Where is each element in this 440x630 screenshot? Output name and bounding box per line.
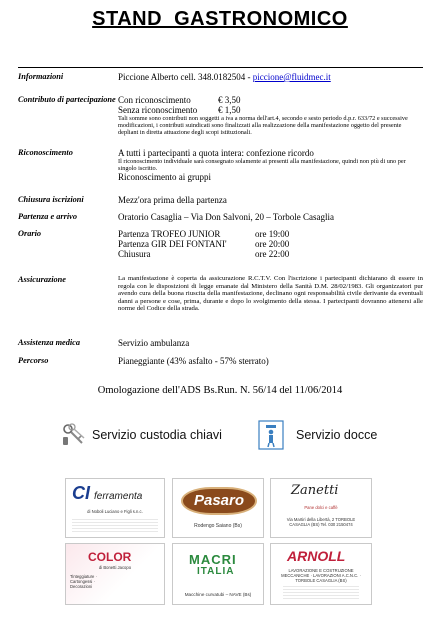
label-assicurazione: Assicurazione xyxy=(18,275,66,284)
sponsor-macri: MACRI ITALIA Macchine curvatubi – NAVE (Bs) xyxy=(172,543,264,605)
assicurazione-text: La manifestazione è coperta da assicurazione R.C.T.V. Con l'iscrizione i partecipanti dichiarano di essere in regola con le disposizioni di legge emanate dal Ministero della Sanità D.M. 28/02/1983. Gli organizzatori pur avendo cura della buona riuscita della manifestazione, declinano ogni responsabilità civile derivante da eventuali danni a persone e cose, prima, durante e dopo lo svolgimento della stessa. I partecipanti dovranno attenersi alle norme del Codice della strada. xyxy=(118,275,423,313)
section-chiusura xyxy=(18,195,423,205)
service-keys xyxy=(60,420,222,450)
label-contributo: Contributo di partecipazione xyxy=(18,95,116,104)
sponsor-color: COLOR di Bonetti Jacopo Tinteggiature · Cartongessi · Decorazioni xyxy=(65,543,165,605)
schedule-row: Chiusura ore 22:00 xyxy=(118,249,290,259)
section-assistenza xyxy=(18,338,423,348)
sponsor-pasaro: Pasaro Rodengo Saiano (Bs) xyxy=(172,478,264,538)
label-partenza: Partenza e arrivo xyxy=(18,212,77,221)
sponsor-fineprint xyxy=(72,519,158,533)
section-assicurazione xyxy=(18,275,423,313)
partenza-value: Oratorio Casaglia – Via Don Salvoni, 20 – Torbole Casaglia xyxy=(118,212,334,222)
schedule-row: Partenza GIR DEI FONTANI' ore 20:00 xyxy=(118,239,290,249)
keys-icon xyxy=(60,421,88,449)
omologazione-text: Omologazione dell'ADS Bs.Run. N. 56/14 del 11/06/2014 xyxy=(97,385,343,396)
label-chiusura: Chiusura iscrizioni xyxy=(18,195,84,204)
section-informazioni xyxy=(18,72,423,82)
schedule-row: Partenza TROFEO JUNIOR ore 19:00 xyxy=(118,229,290,239)
riconoscimento-note: Il riconoscimento individuale sarà consegnato solamente ai presenti alla manifestazione, quindi non più di uno per singolo iscritto. xyxy=(118,158,406,173)
contact-text: Piccione Alberto cell. 348.0182504 - xyxy=(118,72,251,82)
riconoscimento-line: A tutti i partecipanti a quota intera: confezione ricordo xyxy=(118,148,314,158)
sponsor-ferramenta: CI ferramenta di Noboli Luciano e Figli s.n.c. xyxy=(65,478,165,538)
section-riconoscimento xyxy=(18,148,423,182)
section-percorso xyxy=(18,356,423,366)
service-showers xyxy=(258,420,377,450)
sponsor-fineprint xyxy=(283,586,359,600)
label-percorso: Percorso xyxy=(18,356,49,365)
sponsor-arnoll: ARNOLL LAVORAZIONE E COSTRUZIONE MECCANICHE · LAVORAZIONI A.C.N.C. · TORBOLE CASAGLIA (BS) xyxy=(270,543,372,605)
riconoscimento-line: Riconoscimento ai gruppi xyxy=(118,172,211,183)
email-link[interactable]: piccione@fluidmec.it xyxy=(252,72,331,82)
label-riconoscimento: Riconoscimento xyxy=(18,148,73,157)
service-keys-label: Servizio custodia chiavi xyxy=(92,428,222,442)
label-informazioni: Informazioni xyxy=(18,72,64,81)
assistenza-value: Servizio ambulanza xyxy=(118,338,190,348)
sponsor-zanetti: Zanetti Pane dolci e caffè Via Martiri della Libertà, 2 TORBOLE CASAGLIA (BS) Tel. 030 2150474 xyxy=(270,478,372,538)
price-row: Senza riconoscimento € 1,50 xyxy=(118,105,241,115)
service-showers-label: Servizio docce xyxy=(296,428,378,442)
shower-icon xyxy=(258,420,284,450)
percorso-value: Pianeggiante (43% asfalto - 57% sterrato) xyxy=(118,356,269,366)
contributo-note: Tali somme sono contributi non soggetti a iva a norma dell'art.4, secondo e sesto periodo d.p.r. 633/72 e successive modificazioni, i contributi suindicati sono finalizzati alla realizzazione della manifestazione oggetto del presente depliant in diretta attuazione degli scopi istituzionali. xyxy=(118,115,408,137)
divider xyxy=(18,67,423,68)
label-assistenza: Assistenza medica xyxy=(18,338,80,347)
page-title: STAND GASTRONOMICO xyxy=(92,8,348,30)
label-orario: Orario xyxy=(18,229,42,238)
section-contributo xyxy=(18,95,423,137)
chiusura-value: Mezz'ora prima della partenza xyxy=(118,195,227,205)
section-orario xyxy=(18,229,423,259)
price-row: Con riconoscimento € 3,50 xyxy=(118,95,241,105)
section-partenza xyxy=(18,212,423,222)
